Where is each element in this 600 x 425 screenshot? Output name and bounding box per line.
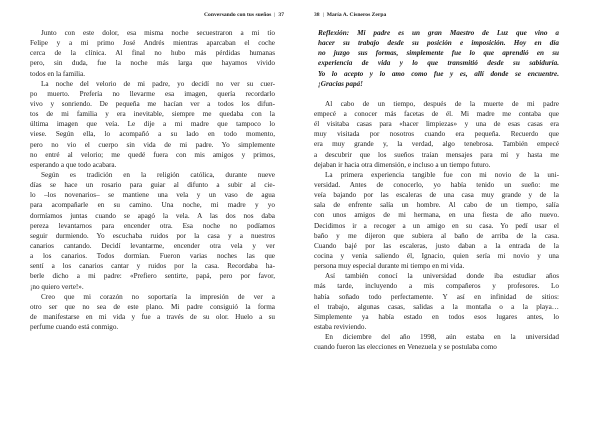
paragraph xyxy=(314,332,559,352)
text-line: baño y me dijeron que subiera al baño de arriba de la casa. xyxy=(314,231,559,240)
text-line: berle dicho a mi padre: «Prefiero sentirte, papá, pero por favor, xyxy=(30,272,275,281)
quote-line: Yo lo acepto y lo amo como fue y es, allí donde se encuentre. xyxy=(318,69,559,78)
text-line: La noche del velorio de mi padre, yo decidí no ver su cuer- xyxy=(41,79,275,88)
text-line: persona muy especial durante mi tiempo en mi vida. xyxy=(314,262,465,271)
running-head-author: María A. Cisneros Zerpa xyxy=(326,12,387,18)
text-line: versidad. Antes de conocerlo, yo había tenido un sueño: me xyxy=(314,180,559,189)
text-line: todos en la familia. xyxy=(30,69,86,78)
text-line: estaba reviviendo. xyxy=(314,322,367,331)
text-line: era muy grande y, la verdad, algo tenebrosa. También empecé xyxy=(314,140,559,149)
text-line: sentí a los canarios cantar y ruidos por la casa. Recordaba ha- xyxy=(30,262,275,271)
text-line: En diciembre del año 1998, aún estaba en la universidad xyxy=(325,333,559,342)
text-line: a los canarios. Todos dormían. Fueron varias noches las que xyxy=(30,252,275,261)
paragraph xyxy=(314,271,559,332)
text-line: pero, sin duda, fue la noche más larga que hayamos vivido xyxy=(30,59,275,68)
quote-line: no juzgo sus formas, simplemente fue lo que aprendió en su xyxy=(318,49,559,58)
right-page-paragraphs xyxy=(314,99,559,353)
running-head-right xyxy=(314,12,386,18)
text-line: más tarde, incluyendo a mis compañeros y profesores. Lo xyxy=(314,282,559,291)
text-line: Así también conocí la universidad donde iba estudiar años xyxy=(325,272,559,281)
text-line: Felipe y a mi primo José Andrés mientras aparcaban el coche xyxy=(30,39,275,48)
text-line: última imagen que veía. Le dije a mi madre que tampoco lo xyxy=(30,120,275,129)
quote-line: hacer su trabajo desde su posición e imposición. Hoy en día xyxy=(318,39,559,48)
text-line: con unos amigos de mi hermana, en una fiesta de año nuevo. xyxy=(314,211,559,220)
text-line: a descubrir que los sueños traían mensajes para mí y hasta me xyxy=(314,150,559,159)
paragraph xyxy=(30,170,275,292)
text-line: perfume cuando está conmigo. xyxy=(30,323,119,332)
text-line: cuando fueron las elecciones en Venezuela y se postulaba como xyxy=(314,343,497,352)
page-number-right: 38 xyxy=(314,12,320,18)
text-line: pereza levantarnos para encender otra. Esa noche no podíamos xyxy=(30,221,275,230)
text-line: viese. Según ella, lo acompañó a su lado en todo momento, xyxy=(30,130,275,139)
quote-line: experiencia de vida y lo que transmitió desde su sabiduría. xyxy=(318,59,559,68)
text-line: días se hace un rosario para guiar al difunto a subir al cie- xyxy=(30,181,275,190)
reflection-quote xyxy=(314,28,559,89)
text-line: él visitaba casas para «hacer limpiezas» y una de esas casas era xyxy=(314,120,559,129)
text-line: ¡no quiero verte!». xyxy=(30,282,84,291)
running-head-separator: | xyxy=(322,12,324,18)
text-line: po muerto. Prefería no llevarme esa imagen, quería recordarlo xyxy=(30,89,275,98)
text-line: tos de mi familia y era inevitable, siempre me quedaba con la xyxy=(30,110,275,119)
quote-line: Reflexión: Mi padre es un gran Maestro de Luz que vino a xyxy=(318,29,559,37)
text-line: había soñado todo perfectamente. Y así en infinidad de sitios: xyxy=(314,292,559,301)
paragraph xyxy=(314,170,559,271)
text-line: Junto con este dolor, esa misma noche secuestraron a mi tío xyxy=(41,29,275,37)
text-line: Creo que mi corazón no soportaría la impresión de ver a xyxy=(41,292,275,301)
text-line: cerca de la clínica. Al final no hubo más pérdidas humanas xyxy=(30,49,275,58)
text-line: sala de enfrente salía un hombre. Al cabo de un tiempo, salía xyxy=(314,201,559,210)
text-line: canarios cantando. Decidí levantarme, encender otra vela y ver xyxy=(30,241,275,250)
text-line: dejaban ir hacia otra dimensión, e incluso a un tiempo futuro. xyxy=(314,160,491,169)
text-line: para acompañarle en su camino. Una noche, mi madre y yo xyxy=(30,201,275,210)
text-line: dormíamos juntas cuando se apagó la vela. A las dos nos daba xyxy=(30,211,275,220)
text-line: muy visitada por nosotros cuando era pequeña. Recuerdo que xyxy=(314,130,559,139)
paragraph xyxy=(30,79,275,170)
text-line: esperando a que todo acabara. xyxy=(30,160,117,169)
text-line: no entré al velorio; me quedé fuera con mis amigos y primos, xyxy=(30,150,275,159)
text-line: vivo y sonriendo. De pequeña me hacían ver a todos los difun- xyxy=(30,99,275,108)
running-head-left xyxy=(204,12,284,18)
right-page xyxy=(300,0,600,425)
quote-spacer xyxy=(314,89,559,99)
page-number-left: 37 xyxy=(278,12,285,18)
text-line: el trabajo, algunas casas, salidas a la montaña o a la playa… xyxy=(314,302,559,311)
running-head-separator: | xyxy=(274,12,276,18)
right-page-body xyxy=(314,28,559,352)
paragraph xyxy=(314,99,559,170)
text-line: lo –los novenarios– se mantiene una vela y un vaso de agua xyxy=(30,191,275,200)
text-line: Según es tradición en la religión católica, durante nueve xyxy=(41,170,275,179)
quote-line: ¡Gracias papá! xyxy=(318,79,363,88)
running-head-title: Conversando con tus sueños xyxy=(204,12,272,18)
text-line: cocina y venía saliendo él, Ignacio, quien sería mi novio y una xyxy=(314,251,559,260)
text-line: de manifestarse en mi vida y fue a través de su olor. Huelo a su xyxy=(30,312,275,321)
text-line: Simplemente ya había estado en todos esos lugares antes, lo xyxy=(314,312,559,321)
text-line: veía bajando por las escaleras de una casa muy grande y de la xyxy=(314,191,559,200)
text-line: Al cabo de un tiempo, después de la muerte de mi padre xyxy=(325,99,559,108)
text-line: La primera experiencia tangible fue con mi novio de la uni- xyxy=(325,170,559,179)
text-line: empecé a conocer más facetas de él. Mi madre me contaba que xyxy=(314,109,559,118)
text-line: seguir durmiendo. Yo escuchaba ruidos por la casa y a nuestros xyxy=(30,231,275,240)
paragraph xyxy=(30,292,275,333)
text-line: Cuando bajé por las escaleras, justo daban a la entrada de la xyxy=(314,241,559,250)
text-line: Decidimos ir a recoger a un amigo en su casa. Yo pedí usar el xyxy=(314,221,559,230)
left-page-body xyxy=(30,28,275,332)
text-line: otro ser que no sea de este plano. Mi padre consiguió la forma xyxy=(30,302,275,311)
paragraph xyxy=(30,28,275,79)
text-line: pero no vio el cuerpo sin vida de mi padre. Yo simplemente xyxy=(30,140,275,149)
